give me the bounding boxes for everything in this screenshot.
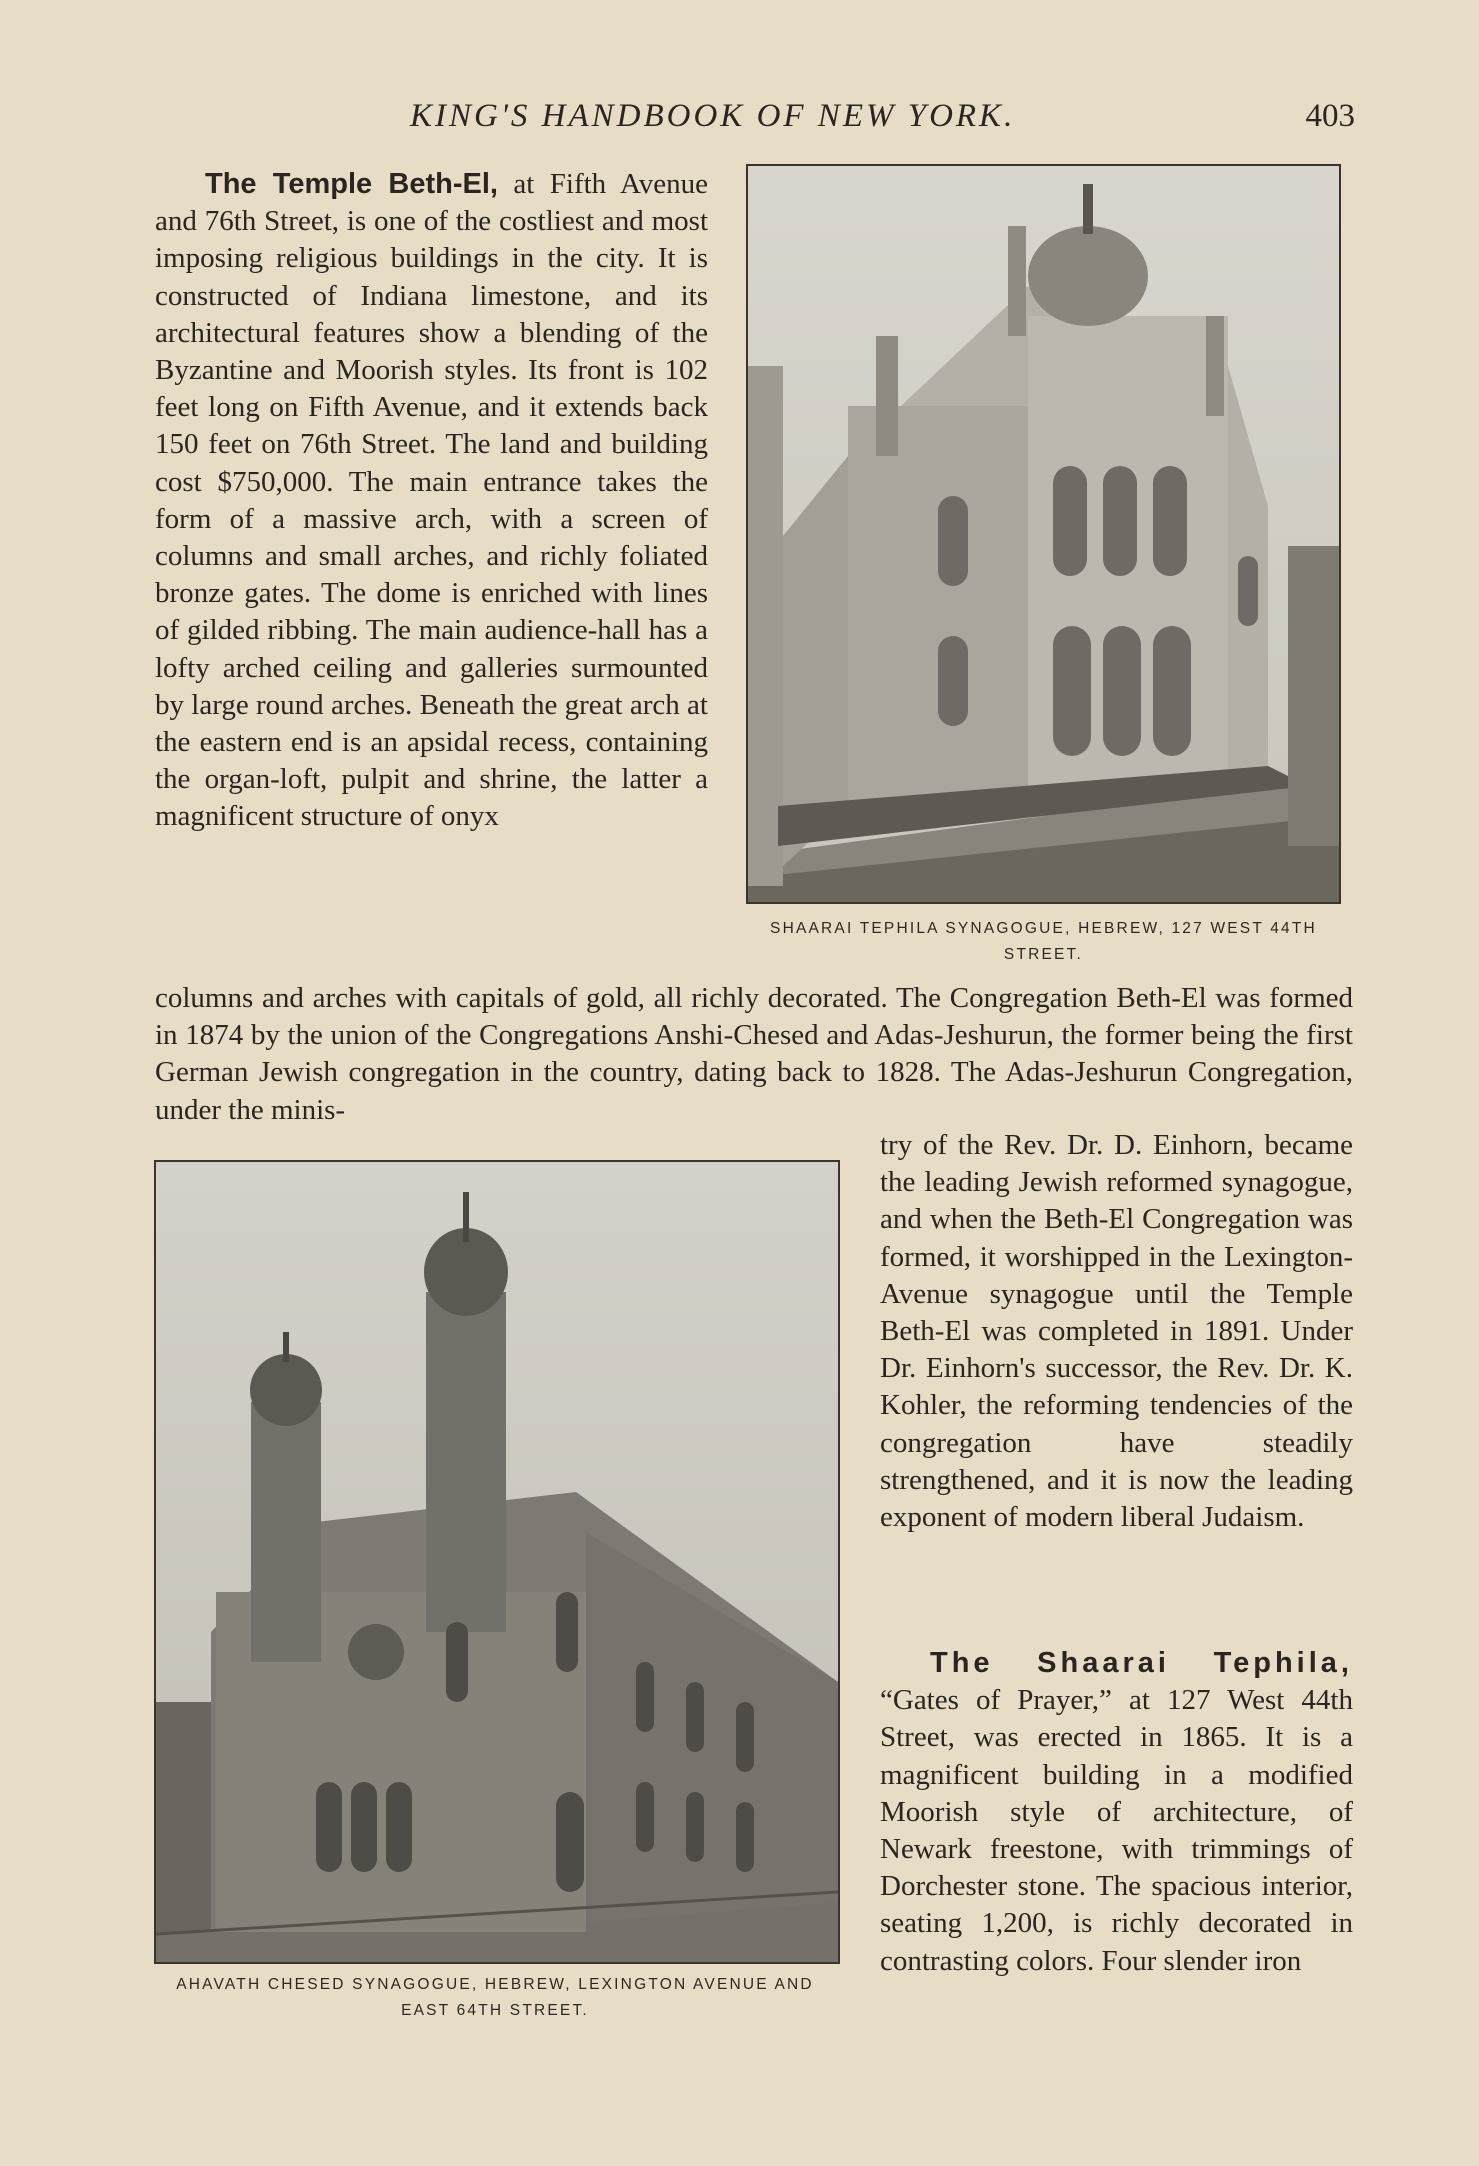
running-title: KING'S HANDBOOK OF NEW YORK.	[410, 98, 1016, 134]
article-shaarai-tephila-body: “Gates of Prayer,” at 127 West 44th Street, was erected in 1865. It is a magnificent building in a modified Moorish style of architecture, of Newark freestone, with trimmings of Dorchester stone. The spacious interior, seating 1,200, is richly decorated in contrasting colors. Four slender iron	[880, 1684, 1353, 1977]
synagogue-photo-illustration	[748, 166, 1339, 902]
article-temple-beth-el-continued: columns and arches with capitals of gold, all richly decorated. The Congregation Beth-El was formed in 1874 by the union of the Congregations Anshi-Chesed and Adas-Jeshurun, the former being the first German Jewish congregation in the country, dating back to 1828. The Adas-Jeshurun Congregation, under the minis-	[155, 982, 1353, 1126]
caption-shaarai-tephila: SHAARAI TEPHILA SYNAGOGUE, HEBREW, 127 WEST 44TH STREET.	[770, 920, 1317, 963]
article-lead-shaarai-tephila: The Shaarai Tephila,	[930, 1647, 1353, 1679]
article-shaarai-tephila	[880, 1645, 1353, 1980]
photo-ahavath-chesed-synagogue	[154, 1160, 840, 1964]
article-lead-temple-beth-el: The Temple Beth-El,	[205, 168, 498, 200]
caption-ahavath-chesed: AHAVATH CHESED SYNAGOGUE, HEBREW, LEXINGTON AVENUE AND EAST 64TH STREET.	[176, 1976, 814, 2019]
page-header	[155, 98, 1355, 142]
synagogue-photo-illustration	[156, 1162, 838, 1962]
figure-shaarai-tephila	[746, 164, 1341, 972]
photo-shaarai-tephila-synagogue	[746, 164, 1341, 904]
article-body-beside: at Fifth Avenue and 76th Street, is one of the costliest and most imposing religious buildings in the city. It is constructed of Indiana limestone, and its architectural features show a blending of the Byzantine and Moorish styles. Its front is 102 feet long on Fifth Avenue, and it extends back 150 feet on 76th Street. The land and building cost $750,000. The main entrance takes the form of a massive arch, with a screen of columns and small arches, and richly foliated bronze gates. The dome is enriched with lines of gilded ribbing. The main audience-hall has a lofty arched ceiling and galleries surmounted by large round arches. Beneath the great arch at the eastern end is an apsidal recess, containing the organ-loft, pulpit and shrine, the latter a magnificent structure of onyx	[155, 168, 709, 833]
page-number: 403	[1305, 98, 1355, 134]
figure-ahavath-chesed	[154, 1160, 840, 2030]
article-temple-beth-el-intro	[155, 166, 708, 836]
article-temple-beth-el-right-column: try of the Rev. Dr. D. Einhorn, became the leading Jewish reformed synagogue, and when the Beth-El Congregation was formed, it worshipped in the Lexington-Avenue synagogue until the Temple Beth-El was completed in 1891. Under Dr. Einhorn's successor, the Rev. Dr. K. Kohler, the reforming tendencies of the congregation have steadily strengthened, and it is now the leading exponent of modern liberal Judaism.	[880, 1129, 1353, 1534]
